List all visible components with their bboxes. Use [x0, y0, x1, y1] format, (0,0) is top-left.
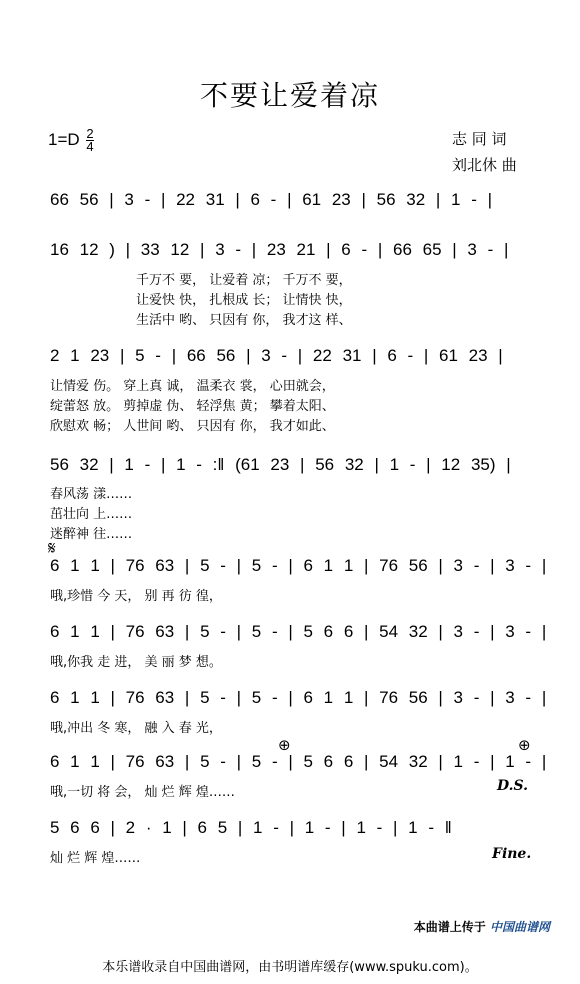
credits [452, 126, 517, 178]
lyric-line: 让情爱 伤。 穿上真 诚， 温柔衣 裳， 心田就会， [50, 379, 335, 394]
lyric-line: 绽蕾怒 放。 剪掉虚 伪、 轻浮焦 黄； 攀着太阳、 [50, 399, 335, 414]
coda-icon-end: ⊕ [518, 736, 531, 754]
lyric-line: 春风荡 漾…… [50, 487, 133, 502]
coda-icon: ⊕ [278, 736, 291, 754]
time-signature [86, 128, 93, 153]
key-signature [48, 128, 94, 153]
upload-text: 本曲谱上传于 [413, 920, 486, 934]
segno-icon: 𝄋 [48, 538, 56, 559]
notation-row: 16 12 ) | 33 12 | 3 - | 23 21 | 6 - | 66 65 | 3 - | [50, 240, 509, 259]
lyricist-credit: 志 同 词 [452, 130, 507, 148]
lyric-line: 哦,你我 走 进， 美 丽 梦 想。 [50, 655, 222, 670]
notation-row: 2 1 23 | 5 - | 66 56 | 3 - | 22 31 | 6 - | 61 23 | [50, 346, 503, 365]
lyric-line: 生活中 哟、 只因有 你， 我才这 样、 [136, 313, 352, 328]
lyric-line: 茁壮向 上…… [50, 507, 133, 522]
lyric-line: 哦,一切 将 会， 灿 烂 辉 煌…… [50, 785, 235, 800]
lyric-line: 让爱快 快， 扎根成 长； 让情快 快， [136, 293, 352, 308]
score-title: 不要让爱着凉 [199, 79, 380, 112]
notation-row: 6 1 1 | 76 63 | 5 - | 5 - | 6 1 1 | 76 56 | 3 - | 3 - | [50, 556, 547, 575]
source-notice: 本乐谱收录自中国曲谱网，由书明谱库缓存(www.spuku.com)。 [102, 960, 478, 975]
site-logo[interactable]: 中国曲谱网 [489, 920, 550, 934]
key-label: 1=D [48, 129, 80, 149]
lyric-line: 迷醉神 往…… [50, 527, 133, 542]
ds-mark: D.S. [497, 778, 529, 794]
time-denominator: 4 [86, 139, 94, 154]
notation-row: 56 32 | 1 - | 1 - :‖ (61 23 | 56 32 | 1 - | 12 35) | [50, 455, 511, 474]
upload-notice [414, 918, 550, 935]
lyric-line: 哦,冲出 冬 寒， 融 入 春 光， [50, 721, 222, 736]
notation-row: 6 1 1 | 76 63 | 5 - | 5 - | 5 6 6 | 54 32 | 1 - | 1 - | [50, 752, 547, 771]
fine-mark: Fine. [492, 846, 532, 862]
notation-row: 6 1 1 | 76 63 | 5 - | 5 - | 5 6 6 | 54 32 | 3 - | 3 - | [50, 622, 547, 641]
time-numerator: 2 [86, 126, 94, 141]
lyric-line: 哦,珍惜 今 天， 别 再 彷 徨， [50, 589, 222, 604]
notation-row: 5 6 6 | 2 · 1 | 6 5 | 1 - | 1 - | 1 - | 1 - ‖ [50, 818, 452, 837]
notation-row: 6 1 1 | 76 63 | 5 - | 5 - | 6 1 1 | 76 56 | 3 - | 3 - | [50, 688, 547, 707]
lyric-line: 千万不 要， 让爱着 凉； 千万不 要， [136, 273, 352, 288]
notation-row: 66 56 | 3 - | 22 31 | 6 - | 61 23 | 56 32 | 1 - | [50, 190, 492, 209]
composer-credit: 刘北休 曲 [452, 156, 517, 174]
lyric-line: 欣慰欢 畅； 人世间 哟、 只因有 你， 我才如此、 [50, 419, 335, 434]
lyric-line: 灿 烂 辉 煌…… [50, 851, 141, 866]
